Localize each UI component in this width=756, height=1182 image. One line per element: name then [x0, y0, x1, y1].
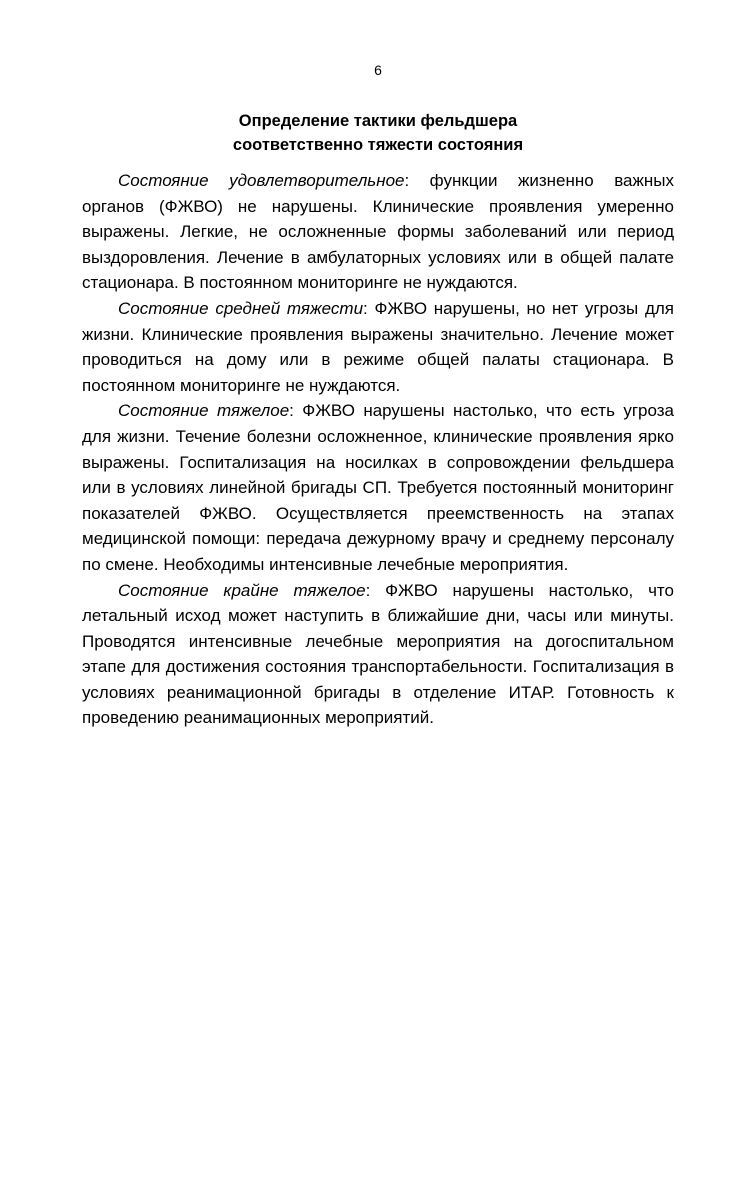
paragraph-critical: [82, 578, 674, 732]
paragraph-severe-text: : ФЖВО нарушены настолько, что есть угроза для жизни. Течение болезни осложненное, клинические проявления ярко выражены. Госпитализация на носилках в сопровождении фельдшера или в условиях линейной бригады СП. Требуется постоянный мониторинг показателей ФЖВО. Осуществляется преемственность на этапах медицинской помощи: передача дежурному врачу и среднему персоналу по смене. Необходимы интенсивные лечебные мероприятия.: [82, 401, 674, 574]
title-line-1: Определение тактики фельдшера: [238, 112, 518, 130]
term-severe: Состояние тяжелое: [118, 401, 290, 421]
paragraph-moderate-text: : ФЖВО нарушены, но нет угрозы для жизни. Клинические проявления выражены значительно. Лечение может проводиться на дому или в режиме общей палаты стационара. В постоянном мониторинге не нуждаются.: [82, 298, 674, 395]
paragraph-moderate: [82, 296, 674, 398]
page-title: [82, 109, 674, 157]
title-line-2: соответственно тяжести состояния: [232, 136, 524, 154]
body-text: [82, 168, 674, 731]
paragraph-satisfactory: [82, 168, 674, 296]
paragraph-severe: [82, 398, 674, 577]
page-number: 6: [374, 62, 382, 78]
paragraph-satisfactory-text: : функции жизненно важных органов (ФЖВО) не нарушены. Клинические проявления умеренно выражены. Легкие, не осложненные формы заболеваний или период выздоровления. Лечение в амбулаторных условиях или в общей палате стационара. В постоянном мониторинге не нуждаются.: [82, 171, 674, 293]
paragraph-critical-text: : ФЖВО нарушены настолько, что летальный исход может наступить в ближайшие дни, часы или минуты. Проводятся интенсивные лечебные мероприятия на догоспитальном этапе для достижения состояния транспортабельности. Госпитализация в условиях реанимационной бригады в отделение ИТАР. Готовность к проведению реанимационных мероприятий.: [82, 580, 674, 728]
term-satisfactory: Состояние удовлетворительное: [118, 171, 405, 190]
term-moderate: Состояние средней тяжести: [118, 298, 364, 318]
term-critical: Состояние крайне тяжелое: [118, 580, 366, 600]
